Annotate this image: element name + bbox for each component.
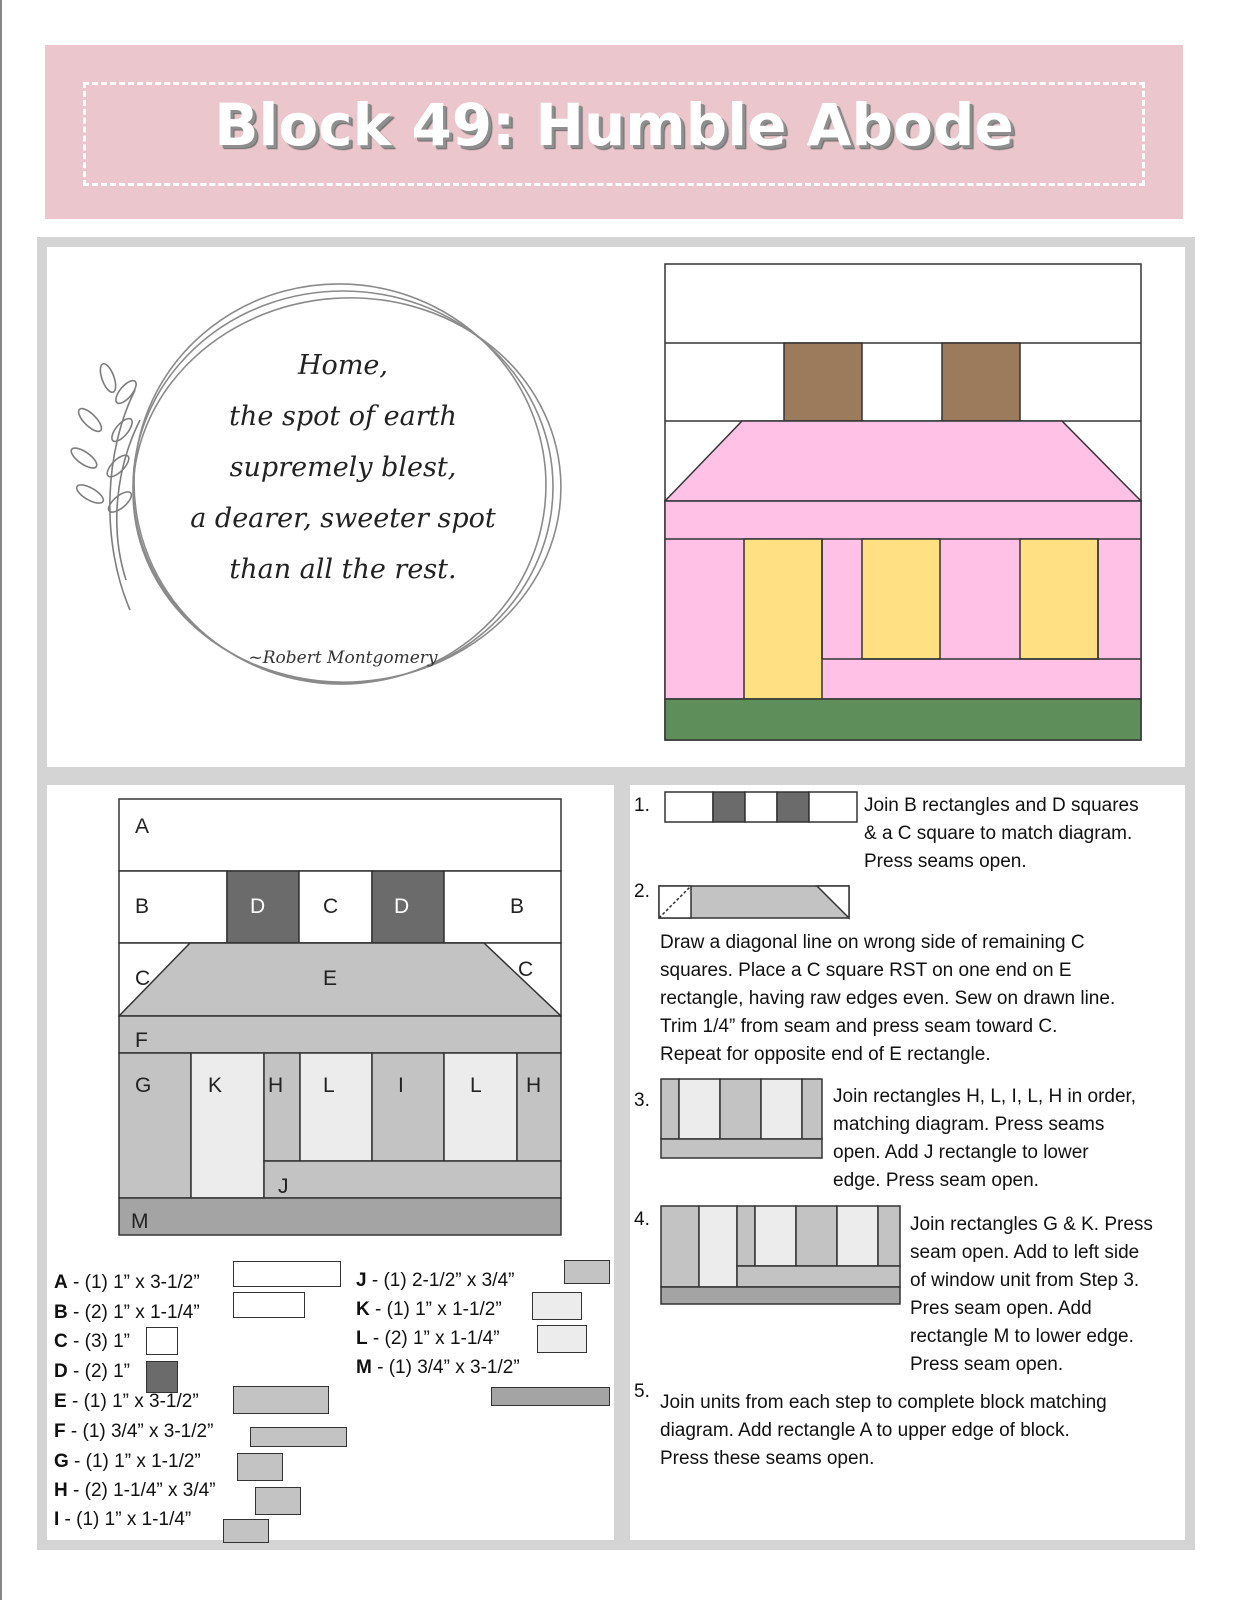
house-block-illustration — [664, 263, 1142, 741]
quote-line: the spot of earth — [229, 401, 457, 432]
house-window — [862, 539, 940, 659]
step-1-text: Join B rectangles and D squares & a C square to match diagram. Press seams open. — [864, 795, 1139, 872]
step-2-text: Draw a diagonal line on wrong side of remaining C squares. Place a C square RST on one end on E rectangle, having raw edges even. Sew on drawn line. Trim 1/4” from seam and press seam toward C. Repeat for opposite end of E rectangle. — [660, 932, 1116, 1065]
swatch-C — [146, 1327, 178, 1355]
house-door — [744, 539, 822, 699]
label-I: I — [398, 1074, 404, 1097]
label-K: K — [208, 1074, 223, 1097]
piece-M — [119, 1198, 561, 1235]
label-F: F — [135, 1029, 148, 1052]
swatch-F — [250, 1427, 347, 1447]
label-C: C — [135, 967, 151, 990]
swatch-L — [537, 1325, 587, 1353]
swatch-K — [532, 1292, 582, 1320]
label-A: A — [135, 815, 150, 838]
label-G: G — [135, 1074, 152, 1097]
chimney-left — [784, 343, 862, 421]
quote-author: ~Robert Montgomery — [248, 648, 438, 668]
piece-J — [264, 1161, 561, 1198]
chimney-right — [942, 343, 1020, 421]
step-5-text: Join units from each step to complete block matching diagram. Add rectangle A to upper edge of block. Press these seams open. — [660, 1392, 1107, 1469]
piece-K — [191, 1053, 264, 1198]
house-grass — [665, 699, 1141, 740]
label-L: L — [323, 1074, 335, 1097]
swatch-H — [255, 1487, 301, 1515]
page-left-edge-line — [0, 0, 2, 1600]
step-3-figure — [660, 1078, 824, 1160]
cut-item-D: D - (2) 1” — [54, 1361, 131, 1382]
swatch-E — [233, 1386, 329, 1414]
step-1-figure — [664, 791, 858, 823]
cut-item-H: H - (2) 1-1/4” x 3/4” — [54, 1480, 216, 1501]
cut-item-L: L - (2) 1” x 1-1/4” — [356, 1328, 500, 1349]
piece-L-left — [300, 1053, 372, 1161]
step-5-number: 5. — [634, 1381, 650, 1402]
step-2-number: 2. — [634, 881, 650, 902]
label-L: L — [470, 1074, 482, 1097]
label-D: D — [394, 895, 410, 918]
step-4-figure — [660, 1205, 902, 1307]
block-diagram — [118, 798, 562, 1242]
quote-line: supremely blest, — [229, 452, 457, 483]
piece-L-right — [444, 1053, 517, 1161]
swatch-G — [237, 1453, 283, 1481]
cut-item-K: K - (1) 1” x 1-1/2” — [356, 1299, 502, 1320]
quote-line: than all the rest. — [229, 554, 457, 585]
label-D: D — [250, 895, 266, 918]
step-3-text: Join rectangles H, L, I, L, H in order, matching diagram. Press seams open. Add J rectangle to lower edge. Press seam open. — [833, 1086, 1137, 1191]
swatch-D — [146, 1361, 178, 1393]
label-E: E — [323, 967, 338, 990]
house-roof — [665, 421, 1141, 501]
label-H: H — [268, 1074, 284, 1097]
cut-item-E: E - (1) 1” x 3-1/2” — [54, 1391, 199, 1412]
label-C: C — [518, 958, 534, 981]
cut-item-G: G - (1) 1” x 1-1/2” — [54, 1451, 201, 1472]
swatch-J — [564, 1260, 610, 1284]
label-B: B — [135, 895, 150, 918]
swatch-M — [491, 1387, 610, 1406]
cut-item-J: J - (1) 2-1/2” x 3/4” — [356, 1270, 515, 1291]
piece-B-right — [444, 871, 561, 943]
cut-item-C: C - (3) 1” — [54, 1331, 131, 1352]
title-banner — [45, 45, 1183, 219]
cut-item-A: A - (1) 1” x 3-1/2” — [54, 1272, 200, 1293]
step-2-figure — [658, 884, 852, 920]
quote-line: Home, — [298, 350, 388, 381]
page-title: Block 49: Humble Abode — [214, 91, 1014, 159]
step-3-number: 3. — [634, 1090, 650, 1111]
piece-G — [119, 1053, 191, 1198]
swatch-A — [233, 1261, 341, 1287]
step-4-number: 4. — [634, 1209, 650, 1230]
step-4-text: Join rectangles G & K. Press seam open. Add to left side of window unit from Step 3. Pres seam open. Add rectangle M to lower edge. Press seam open. — [910, 1214, 1153, 1375]
cut-item-I: I - (1) 1” x 1-1/4” — [54, 1509, 192, 1530]
piece-A — [119, 799, 561, 871]
cut-item-M: M - (1) 3/4” x 3-1/2” — [356, 1357, 520, 1378]
cut-item-F: F - (1) 3/4” x 3-1/2” — [54, 1421, 214, 1442]
label-B: B — [510, 895, 525, 918]
swatch-I — [223, 1519, 269, 1543]
label-M: M — [131, 1210, 149, 1233]
label-H: H — [526, 1074, 542, 1097]
quote-line: a dearer, sweeter spot — [190, 503, 496, 534]
cut-item-B: B - (2) 1” x 1-1/4” — [54, 1302, 200, 1323]
label-J: J — [278, 1175, 289, 1198]
piece-E — [119, 943, 561, 1016]
swatch-B — [233, 1292, 305, 1318]
label-C: C — [323, 895, 339, 918]
leaf-sprig-icon — [68, 362, 140, 610]
piece-H-right — [517, 1053, 561, 1161]
house-window — [1020, 539, 1098, 659]
piece-I — [372, 1053, 444, 1161]
piece-F — [119, 1016, 561, 1053]
step-1-number: 1. — [634, 795, 650, 816]
piece-H-left — [264, 1053, 300, 1161]
quote-text — [158, 340, 528, 595]
